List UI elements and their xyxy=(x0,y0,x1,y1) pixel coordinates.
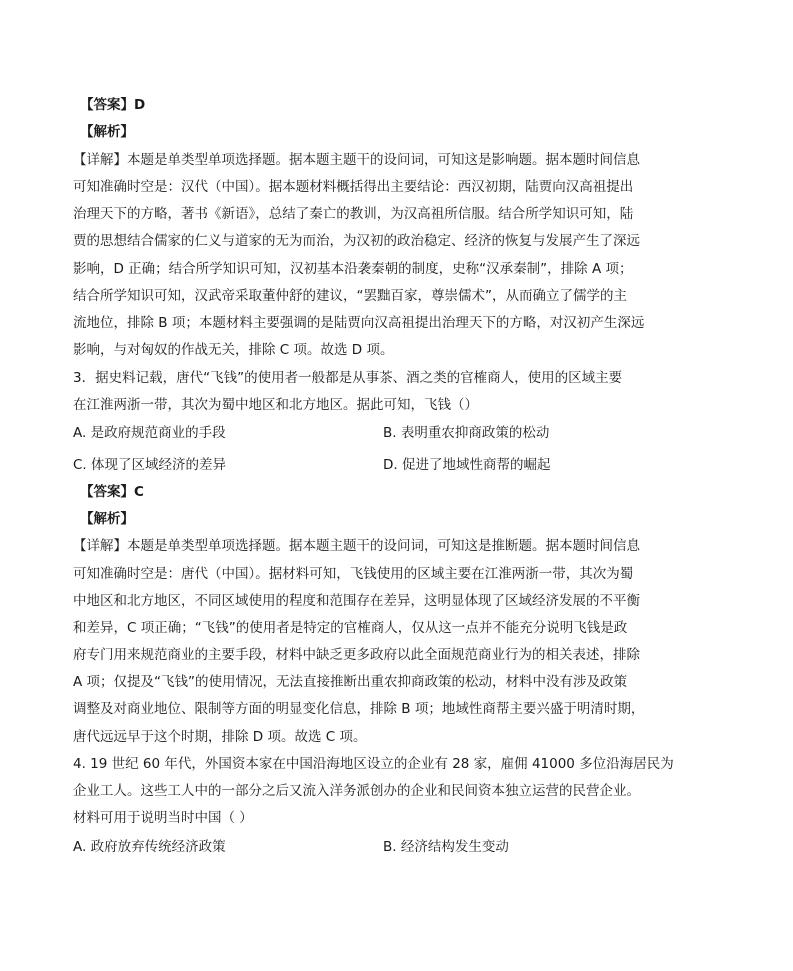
q3-stem-line: 在江淮两浙一带，其次为蜀中地区和北方地区。据此可知，飞钱（） xyxy=(73,397,478,413)
q3-detail-line: 调整及对商业地位、限制等方面的明显变化信息，排除 B 项；地域性商帮主要兴盛于明清时期， xyxy=(73,701,645,717)
q4-stem-line: 材料可用于说明当时中国（ ） xyxy=(73,810,253,826)
q2-detail-line: 流地位，排除 B 项；本题材料主要强调的是陆贾向汉高祖提出治理天下的方略，对汉初产生深远 xyxy=(73,315,645,331)
q2-detail-line: 贾的思想结合儒家的仁义与道家的无为而治，为汉初的政治稳定、经济的恢复与发展产生了深远 xyxy=(73,233,640,249)
q4-stem-line: 企业工人。这些工人中的一部分之后又流入洋务派创办的企业和民间资本独立运营的民营企业。 xyxy=(73,783,640,799)
q3-option-a: A. 是政府规范商业的手段 xyxy=(73,425,226,441)
q3-option-d: D. 促进了地域性商帮的崛起 xyxy=(383,457,551,473)
q2-answer-label: 【答案】D xyxy=(80,97,146,113)
q3-answer-label: 【答案】C xyxy=(80,484,144,500)
q3-analysis-label: 【解析】 xyxy=(80,511,134,527)
q4-option-b: B. 经济结构发生变动 xyxy=(383,839,509,855)
q2-detail-line: 可知准确时空是：汉代（中国）。据本题材料概括得出主要结论：西汉初期，陆贾向汉高祖提出 xyxy=(73,179,634,195)
q3-stem-line: 3．据史料记载，唐代“飞钱”的使用者一般都是从事茶、酒之类的官榷商人，使用的区域主要 xyxy=(73,370,623,386)
q2-detail-line: 影响，D 正确；结合所学知识可知，汉初基本沿袭秦朝的制度，史称“汉承秦制”，排除 A 项； xyxy=(73,261,633,277)
q2-analysis-label: 【解析】 xyxy=(80,124,134,140)
q3-detail-line: 唐代远远早于这个时期，排除 D 项。故选 C 项。 xyxy=(73,729,367,745)
q4-option-a: A. 政府放弃传统经济政策 xyxy=(73,839,226,855)
q2-detail-line: 治理天下的方略，著书《新语》，总结了秦亡的教训，为汉高祖所信服。结合所学知识可知，陆 xyxy=(73,206,634,222)
q3-detail-line: 中地区和北方地区，不同区域使用的程度和范围存在差异，这明显体现了区域经济发展的不平衡 xyxy=(73,593,640,609)
q3-detail-line: 府专门用来规范商业的主要手段，材料中缺乏更多政府以此全面规范商业行为的相关表述，排除 xyxy=(73,647,640,663)
q3-detail-line: A 项；仅提及“飞钱”的使用情况，无法直接推断出重农抑商政策的松动，材料中没有涉及政策 xyxy=(73,674,628,690)
q3-detail-line: 和差异，C 项正确；“飞钱”的使用者是特定的官榷商人，仅从这一点并不能充分说明飞钱是政 xyxy=(73,620,628,636)
q2-detail-line: 【详解】本题是单类型单项选择题。据本题主题干的设问词，可知这是影响题。据本题时间信息 xyxy=(73,152,640,168)
q4-stem-line: 4. 19 世纪 60 年代，外国资本家在中国沿海地区设立的企业有 28 家，雇佣 41000 多位沿海居民为 xyxy=(73,756,674,772)
q3-detail-line: 【详解】本题是单类型单项选择题。据本题主题干的设问词，可知这是推断题。据本题时间信息 xyxy=(73,538,640,554)
q2-detail-line: 影响，与对匈奴的作战无关，排除 C 项。故选 D 项。 xyxy=(73,342,394,358)
q3-option-c: C. 体现了区域经济的差异 xyxy=(73,457,227,473)
q2-detail-line: 结合所学知识可知，汉武帝采取董仲舒的建议，“罢黜百家，尊崇儒术”，从而确立了儒学的主 xyxy=(73,288,627,304)
q3-detail-line: 可知准确时空是：唐代（中国）。据材料可知，飞钱使用的区域主要在江淮两浙一带，其次为蜀 xyxy=(73,566,634,582)
q3-option-b: B. 表明重农抑商政策的松动 xyxy=(383,425,550,441)
